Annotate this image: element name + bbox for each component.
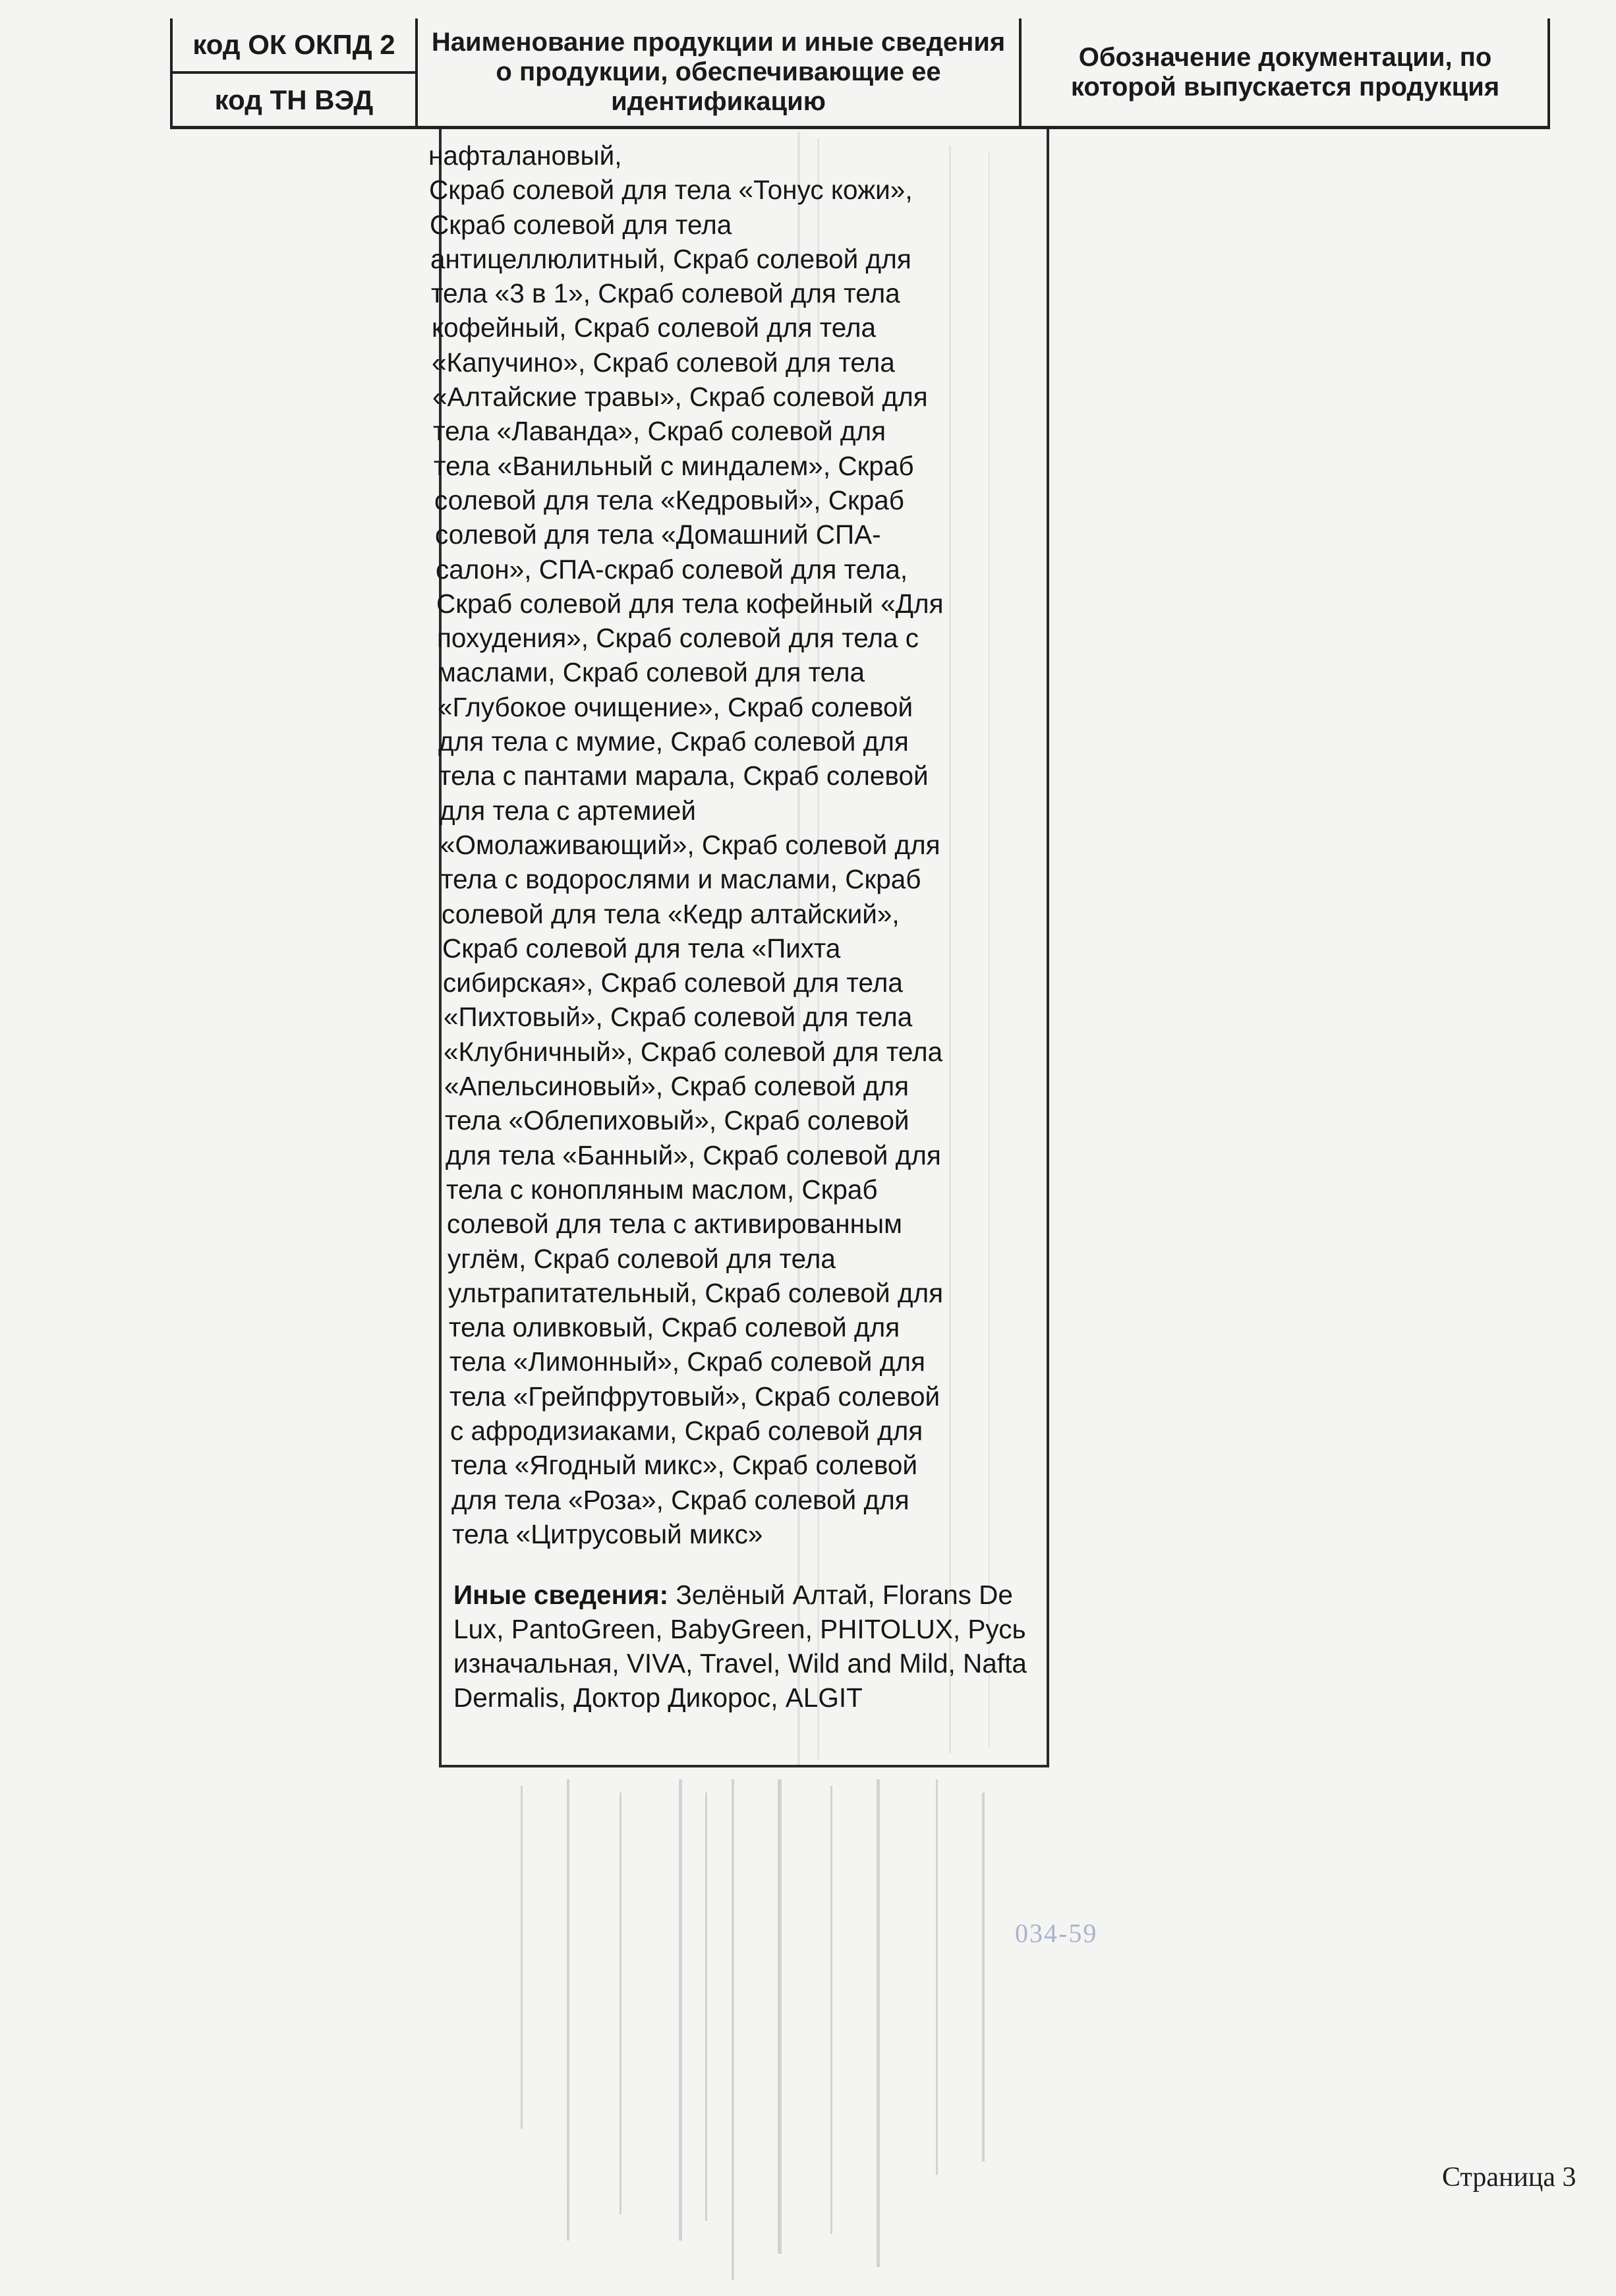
product-line: тела «Цитрусовый микс» [452, 1518, 763, 1549]
product-line: «Пихтовый», Скраб солевой для тела [444, 1002, 913, 1033]
product-line: «Алтайские травы», Скраб солевой для [432, 382, 928, 413]
table-header [170, 18, 1550, 129]
product-line: «Глубокое очищение», Скраб солевой [438, 691, 913, 722]
product-line: тела с пантами марала, Скраб солевой [439, 761, 929, 791]
header-product-name: Наименование продукции и иные сведения о продукции, обеспечивающие ее идентификацию [431, 28, 1006, 116]
other-info-label: Иные сведения: [453, 1580, 669, 1610]
product-line: Скраб солевой для тела кофейный «Для [436, 588, 944, 619]
product-line: для тела с мумие, Скраб солевой для [438, 726, 909, 757]
product-line: для тела с артемией [440, 795, 697, 826]
product-list-text [428, 138, 1035, 1551]
product-line: антицеллюлитный, Скраб солевой для [430, 243, 911, 274]
product-line: кофейный, Скраб солевой для тела [432, 312, 877, 343]
product-line: тела «Грейпфрутовый», Скраб солевой [449, 1381, 940, 1412]
product-line: Скраб солевой для тела «Тонус кожи», [429, 175, 913, 206]
product-line: «Апельсиновый», Скраб солевой для [444, 1071, 909, 1102]
product-line: нафталановый, [428, 140, 622, 171]
product-line: тела «Облепиховый», Скраб солевой [445, 1105, 909, 1136]
product-line: «Клубничный», Скраб солевой для тела [444, 1036, 943, 1067]
product-line: тела с конопляным маслом, Скраб [446, 1174, 878, 1205]
other-info [453, 1578, 1033, 1715]
product-line: маслами, Скраб солевой для тела [438, 657, 865, 688]
product-line: тела с водорослями и маслами, Скраб [441, 864, 921, 895]
product-line: солевой для тела «Домашний СПА- [435, 519, 881, 550]
product-line: тела «Ягодный микс», Скраб солевой [451, 1450, 918, 1481]
product-line: углём, Скраб солевой для тела [447, 1243, 836, 1274]
product-line: салон», СПА-скраб солевой для тела, [436, 554, 908, 585]
header-tnved-code: код ТН ВЭД [214, 84, 374, 115]
product-line: тела «Ванильный с миндалем», Скраб [434, 450, 914, 481]
page-number: Страница 3 [1442, 2162, 1576, 2193]
product-line: Скраб солевой для тела «Пихта [442, 933, 841, 963]
product-line: «Капучино», Скраб солевой для тела [432, 347, 895, 378]
product-line: солевой для тела «Кедровый», Скраб [434, 484, 905, 515]
product-line: солевой для тела с активированным [447, 1209, 902, 1240]
product-line: для тела «Банный», Скраб солевой для [446, 1139, 941, 1170]
product-line: сибирская», Скраб солевой для тела [443, 967, 903, 998]
product-line: тела «Лимонный», Скраб солевой для [449, 1346, 925, 1377]
header-documentation: Обозначение документации, по которой выпускается продукция [1070, 42, 1500, 101]
product-line: похудения», Скраб солевой для тела с [437, 623, 919, 654]
product-line: тела «Лаванда», Скраб солевой для [433, 416, 886, 447]
product-line: солевой для тела «Кедр алтайский», [442, 898, 900, 929]
other-info-value: Зелёный Алтай, Florans De Lux, PantoGreen, BabyGreen, PHITOLUX, Русь изначальная, VIVA, Travel, Wild and Mild, Nafta Dermalis, Доктор Дикорос, ALGIT [453, 1580, 1027, 1713]
product-line: с афродизиаками, Скраб солевой для [450, 1415, 923, 1446]
product-line: тела оливковый, Скраб солевой для [449, 1312, 900, 1343]
product-line: тела «3 в 1», Скраб солевой для тела [431, 278, 900, 309]
product-line: Скраб солевой для тела [430, 209, 732, 240]
faint-stamp: 034-59 [1015, 1918, 1098, 1948]
product-line: ультрапитательный, Скраб солевой для [448, 1277, 944, 1308]
header-okpd-code: код ОК ОКПД 2 [192, 29, 395, 61]
product-line: для тела «Роза», Скраб солевой для [451, 1484, 909, 1515]
product-line: «Омолаживающий», Скраб солевой для [440, 829, 940, 860]
